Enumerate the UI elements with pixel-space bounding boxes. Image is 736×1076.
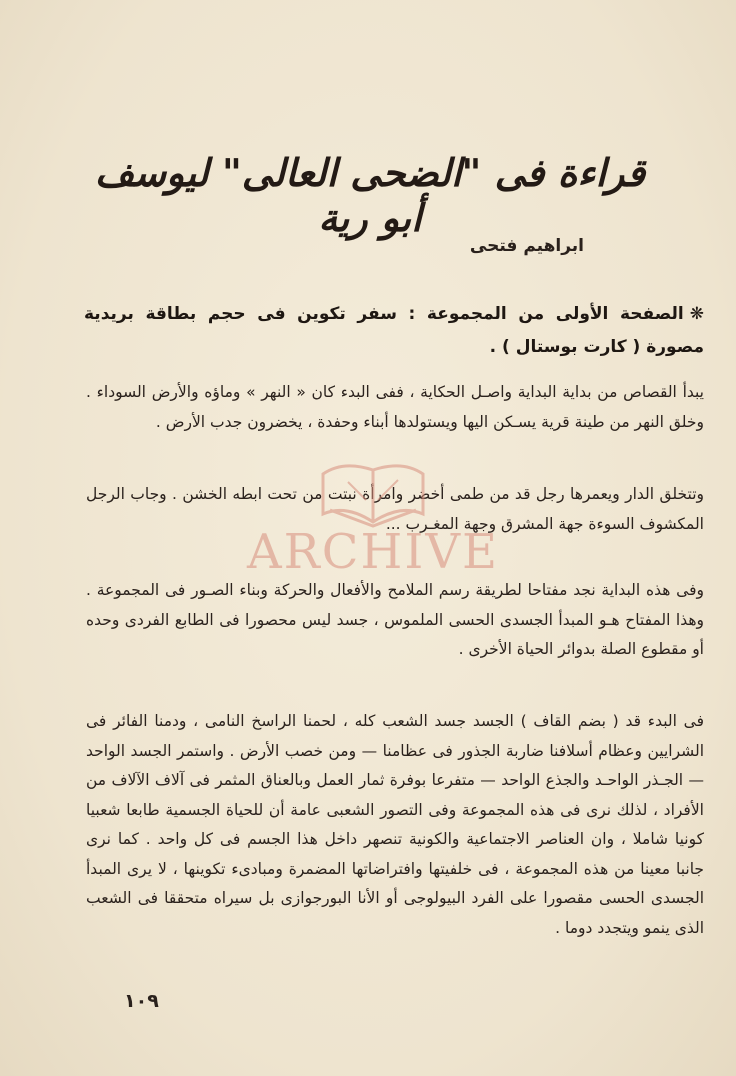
author-name: ابراهيم فتحى <box>469 236 584 256</box>
body-paragraph-1: يبدأ القصاص من بداية البداية واصـل الحكاية ، ففى البدء كان « النهر » وماؤه والأرض السوداء . وخلق النهر من طينة قرية يسـكن اليها ويستولدها أبناء وحفدة ، يخضرون جدب الأرض . <box>86 383 704 431</box>
watermark-text: ARCHIVE <box>246 524 500 580</box>
lead-paragraph <box>84 298 704 364</box>
body-paragraph-2: وتتخلق الدار ويعمرها رجل قد من طمى أخضر وامرأة نبتت من تحت ابطه الخشن . وجاب الرجل المكشوف السوءة جهة المشرق وجهة المغـرب ... <box>86 485 704 533</box>
article-title: قراءة فى "الضحى العالى" ليوسف أبو رية <box>94 150 646 240</box>
asterism-icon: ❋ <box>689 304 704 324</box>
body-paragraph-4: فى البدء قد ( بضم القاف ) الجسد جسد الشعب كله ، لحمنا الراسخ النامى ، ودمنا الفائر فى الشرايين وعظام أسلافنا ضاربة الجذور فى عظامنا — ومن خصب الأرض . واستمر الجسد الواحد — الجـذر الواحـد والجذع الواحد — متفرعا بوفرة ثمار العمل وبالعناق المثمر فى آلاف الآلاف من الأفراد ، لذلك نرى فى هذه المجموعة وفى التصور الشعبى عامة أن للحياة الجسمية طابعا شعبيا كونيا شاملا ، وان العناصر الاجتماعية والكونية تنصهر داخل هذا الجسم فى كل واحد . كما نرى جانبا معينا من هذه المجموعة ، فى خلفيتها وافتراضاتها المضمرة ومبادىء تكوينها ، لا يرى المبدأ الجسدى الحسى مقصورا على الفرد البيولوجى أو الأنا البورجوازى بل سيراه متحققا فى الشعب الذى ينمو ويتجدد دوما . <box>86 712 704 937</box>
body-paragraph-3: وفى هذه البداية نجد مفتاحا لطريقة رسم الملامح والأفعال والحركة وبناء الصـور فى المجموعة . وهذا المفتاح هـو المبدأ الجسدى الحسى الملموس ، جسد ليس محصورا فى الطابع الفردى وحده أو مقطوع الصلة بدوائر الحياة الأخرى . <box>86 581 704 658</box>
page-number: ١٠٩ <box>124 990 159 1012</box>
lead-text: الصفحة الأولى من المجموعة : سفر تكوين فى حجم بطاقة بريدية مصورة ( كارت بوستال ) . <box>84 304 704 357</box>
